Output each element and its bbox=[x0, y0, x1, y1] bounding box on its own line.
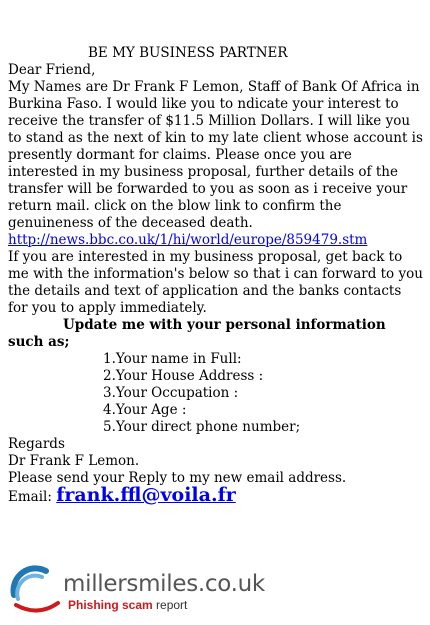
email-address-link[interactable]: frank.ffl@voila.fr bbox=[56, 484, 236, 506]
list-item: 5.Your direct phone number; bbox=[103, 419, 301, 435]
email-body bbox=[8, 0, 424, 506]
regards: Regards bbox=[8, 436, 65, 452]
list-item: 2.Your House Address : bbox=[103, 368, 264, 384]
email-title: BE MY BUSINESS PARTNER bbox=[88, 45, 288, 61]
paragraph-proposal: If you are interested in my business proposal, get back to me with the information's below so that i can forward to you the details and text of application and the banks contacts for you to apply immediately. bbox=[8, 249, 423, 316]
info-list bbox=[8, 351, 424, 436]
update-heading-text: Update me with your personal information such as; bbox=[8, 317, 386, 350]
logo-tag-red: Phishing scam bbox=[68, 598, 153, 612]
email-line bbox=[8, 484, 424, 506]
paragraph-intro bbox=[8, 79, 424, 249]
email-label: Email: bbox=[8, 489, 52, 505]
reply-note: Please send your Reply to my new email address. bbox=[8, 470, 347, 486]
top-spacer bbox=[8, 0, 424, 45]
signature: Dr Frank F Lemon. bbox=[8, 453, 140, 469]
update-heading bbox=[8, 317, 424, 351]
list-item: 1.Your name in Full: bbox=[103, 351, 242, 367]
greeting: Dear Friend, bbox=[8, 62, 96, 78]
bbc-news-link[interactable]: http://news.bbc.co.uk/1/hi/world/europe/859479.stm bbox=[8, 232, 368, 248]
paragraph-intro-text: My Names are Dr Frank F Lemon, Staff of Bank Of Africa in Burkina Faso. I would like you to ndicate your interest to receive the transfer of $11.5 Million Dollars. I will like you to stand as the next of kin to my late client whose account is presently dormant for claims. Please once you are interested in my business proposal, further details of the transfer will be forwarded to you as soon as i receive your return mail. click on the blow link to confirm the genuineness of the deceased death. bbox=[8, 79, 423, 231]
logo-wordmark: millersmiles.co.uk bbox=[63, 571, 265, 597]
list-item: 3.Your Occupation : bbox=[103, 385, 239, 401]
logo-tag-rest: report bbox=[152, 598, 188, 612]
list-item: 4.Your Age : bbox=[103, 402, 187, 418]
smile-logo-icon bbox=[8, 565, 68, 617]
logo-tagline bbox=[68, 598, 187, 612]
millersmiles-logo bbox=[8, 565, 265, 617]
